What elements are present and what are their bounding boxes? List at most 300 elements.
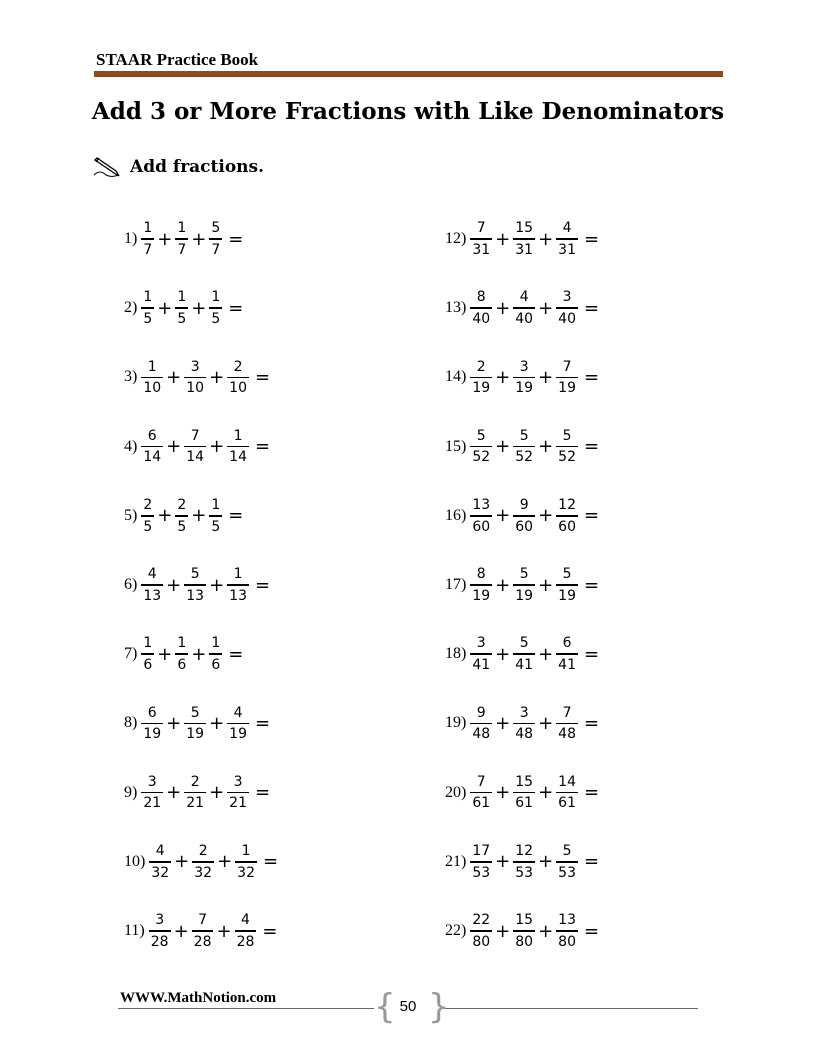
fraction-bar	[513, 584, 535, 586]
denominator: 28	[150, 933, 169, 950]
denominator: 6	[211, 656, 221, 673]
denominator: 80	[558, 933, 576, 950]
fraction	[470, 704, 492, 744]
fraction-bar	[513, 792, 535, 794]
numerator: 5	[562, 566, 572, 583]
fraction	[175, 288, 188, 328]
numerator: 2	[233, 358, 243, 375]
problem-20	[445, 768, 599, 818]
plus-sign: +	[495, 851, 511, 873]
denominator: 60	[472, 518, 491, 535]
denominator: 5	[143, 310, 153, 327]
numerator: 1	[177, 220, 187, 237]
equals-sign: =	[255, 574, 271, 596]
numerator: 5	[190, 704, 200, 721]
numerator: 2	[143, 497, 153, 514]
problem-number: 6)	[124, 576, 138, 593]
fraction-bar	[470, 238, 492, 240]
denominator: 80	[472, 933, 491, 950]
plus-sign: +	[495, 505, 511, 527]
numerator: 3	[476, 635, 486, 652]
numerator: 5	[519, 566, 529, 583]
numerator: 3	[190, 358, 200, 375]
numerator: 7	[476, 220, 486, 237]
fraction	[227, 773, 249, 813]
fraction	[470, 496, 492, 536]
fraction-bar	[149, 930, 171, 932]
fraction	[556, 427, 578, 467]
numerator: 3	[147, 773, 157, 790]
plus-sign: +	[166, 574, 182, 596]
plus-sign: +	[157, 297, 173, 319]
fraction	[235, 842, 257, 882]
plus-sign: +	[209, 712, 225, 734]
fraction	[513, 634, 535, 674]
problem-16	[445, 491, 599, 541]
footer-divider-right	[440, 1008, 698, 1009]
numerator: 1	[177, 635, 187, 652]
fraction	[227, 704, 249, 744]
equals-sign: =	[228, 643, 244, 665]
numerator: 7	[198, 912, 208, 929]
numerator: 15	[515, 912, 534, 929]
fraction	[141, 288, 154, 328]
numerator: 4	[241, 912, 250, 929]
problem-18	[445, 629, 599, 679]
plus-sign: +	[538, 920, 554, 942]
numerator: 12	[515, 843, 534, 860]
fraction-bar	[470, 861, 492, 863]
equals-sign: =	[262, 920, 278, 942]
plus-sign: +	[495, 436, 511, 458]
fraction-bar	[235, 930, 257, 932]
numerator: 2	[177, 497, 187, 514]
denominator: 60	[515, 518, 534, 535]
numerator: 22	[472, 912, 491, 929]
fraction	[175, 634, 188, 674]
fraction-bar	[209, 238, 222, 240]
problem-number: 1)	[124, 230, 138, 247]
numerator: 5	[476, 427, 486, 444]
denominator: 32	[151, 864, 170, 881]
fraction-bar	[141, 584, 163, 586]
equals-sign: =	[584, 505, 600, 527]
fraction-bar	[470, 723, 492, 725]
fraction-bar	[470, 377, 492, 379]
fraction-bar	[209, 653, 222, 655]
fraction-bar	[227, 446, 249, 448]
plus-sign: +	[495, 643, 511, 665]
problem-13	[445, 283, 599, 333]
fraction	[209, 288, 222, 328]
plus-sign: +	[495, 782, 511, 804]
numerator: 12	[558, 497, 576, 514]
plus-sign: +	[173, 920, 189, 942]
problem-number: 17)	[445, 576, 467, 593]
plus-sign: +	[538, 782, 554, 804]
fraction-bar	[556, 723, 578, 725]
plus-sign: +	[157, 228, 173, 250]
fraction	[513, 219, 535, 259]
equals-sign: =	[584, 574, 600, 596]
denominator: 13	[229, 587, 247, 604]
fraction-bar	[470, 307, 492, 309]
problem-number: 4)	[124, 437, 138, 455]
problem-number: 8)	[124, 714, 138, 732]
fraction-bar	[141, 307, 154, 309]
plus-sign: +	[166, 712, 182, 734]
problem-14	[445, 352, 599, 402]
plus-sign: +	[191, 228, 207, 250]
denominator: 52	[515, 449, 534, 466]
numerator: 8	[476, 566, 486, 583]
numerator: 3	[519, 704, 529, 721]
fraction	[184, 358, 206, 398]
equals-sign: =	[255, 436, 271, 458]
fraction	[209, 219, 222, 259]
plus-sign: +	[538, 436, 554, 458]
numerator: 9	[476, 704, 486, 721]
numerator: 4	[562, 220, 572, 237]
denominator: 5	[211, 518, 221, 535]
plus-sign: +	[166, 366, 182, 388]
equals-sign: =	[263, 851, 279, 873]
numerator: 4	[233, 704, 243, 721]
plus-sign: +	[209, 366, 225, 388]
plus-sign: +	[495, 366, 511, 388]
fraction-bar	[149, 861, 171, 863]
denominator: 21	[229, 795, 247, 812]
numerator: 6	[147, 704, 157, 721]
fraction-bar	[513, 377, 535, 379]
numerator: 1	[211, 289, 221, 306]
problem-number: 5)	[124, 506, 138, 524]
plus-sign: +	[209, 574, 225, 596]
numerator: 1	[241, 843, 251, 860]
denominator: 40	[558, 310, 576, 327]
fraction-bar	[141, 653, 154, 655]
plus-sign: +	[209, 436, 225, 458]
fraction-bar	[141, 238, 154, 240]
numerator: 1	[147, 358, 157, 375]
plus-sign: +	[538, 643, 554, 665]
fraction	[141, 219, 154, 259]
fraction-bar	[184, 377, 206, 379]
numerator: 2	[476, 358, 486, 375]
plus-sign: +	[166, 782, 182, 804]
fraction-bar	[141, 515, 154, 517]
plus-sign: +	[157, 505, 173, 527]
denominator: 41	[515, 656, 534, 673]
fraction	[141, 634, 154, 674]
numerator: 9	[519, 497, 529, 514]
fraction	[235, 911, 257, 951]
footer-website[interactable]: WWW.MathNotion.com	[120, 990, 277, 1006]
fraction	[513, 358, 535, 398]
denominator: 13	[186, 587, 205, 604]
denominator: 13	[143, 587, 162, 604]
fraction	[184, 565, 206, 605]
denominator: 48	[515, 726, 534, 743]
fraction-bar	[175, 307, 188, 309]
fraction	[470, 911, 492, 951]
fraction-bar	[175, 653, 188, 655]
fraction-bar	[192, 861, 214, 863]
fraction-bar	[556, 307, 578, 309]
equals-sign: =	[228, 297, 244, 319]
denominator: 52	[472, 449, 491, 466]
denominator: 40	[472, 310, 491, 327]
denominator: 19	[143, 726, 162, 743]
fraction	[470, 565, 492, 605]
plus-sign: +	[217, 851, 233, 873]
denominator: 52	[558, 449, 576, 466]
problem-1	[124, 214, 243, 264]
problem-12	[445, 214, 599, 264]
denominator: 19	[558, 587, 576, 604]
problem-number: 15)	[445, 437, 467, 455]
fraction	[513, 496, 535, 536]
equals-sign: =	[584, 643, 600, 665]
equals-sign: =	[255, 782, 271, 804]
problem-number: 10)	[124, 852, 146, 870]
fraction	[149, 911, 171, 951]
fraction-bar	[556, 515, 578, 517]
fraction	[556, 288, 578, 328]
numerator: 1	[233, 427, 243, 444]
fraction-bar	[184, 584, 206, 586]
problem-number: 7)	[124, 645, 138, 663]
fraction	[227, 427, 249, 467]
plus-sign: +	[538, 851, 554, 873]
plus-sign: +	[538, 712, 554, 734]
fraction	[556, 704, 578, 744]
problem-number: 16)	[445, 506, 467, 524]
denominator: 60	[558, 518, 576, 535]
numerator: 1	[211, 497, 221, 514]
fraction-bar	[141, 377, 163, 379]
denominator: 5	[211, 310, 221, 327]
plus-sign: +	[157, 643, 173, 665]
fraction	[209, 634, 222, 674]
fraction-bar	[513, 653, 535, 655]
fraction	[470, 842, 492, 882]
fraction	[470, 219, 492, 259]
fraction-bar	[235, 861, 257, 863]
problem-5	[124, 491, 243, 541]
denominator: 6	[143, 656, 153, 673]
fraction	[141, 565, 163, 605]
pencil-icon	[92, 156, 122, 178]
denominator: 10	[143, 380, 162, 397]
fraction	[227, 358, 249, 398]
equals-sign: =	[584, 851, 600, 873]
plus-sign: +	[495, 228, 511, 250]
problem-number: 18)	[445, 645, 467, 663]
problem-number: 19)	[445, 714, 467, 732]
fraction	[184, 773, 206, 813]
numerator: 3	[233, 773, 243, 790]
denominator: 48	[472, 726, 491, 743]
fraction	[470, 288, 492, 328]
fraction	[556, 219, 578, 259]
equals-sign: =	[228, 228, 244, 250]
fraction	[149, 842, 171, 882]
fraction	[192, 842, 214, 882]
fraction-bar	[556, 930, 578, 932]
denominator: 19	[515, 380, 534, 397]
fraction-bar	[556, 584, 578, 586]
numerator: 13	[558, 912, 576, 929]
problem-15	[445, 422, 599, 472]
numerator: 13	[472, 497, 491, 514]
fraction	[175, 496, 188, 536]
denominator: 5	[177, 310, 187, 327]
numerator: 8	[476, 289, 486, 306]
numerator: 5	[190, 566, 200, 583]
problem-6	[124, 560, 270, 610]
fraction-bar	[175, 515, 188, 517]
fraction	[513, 911, 535, 951]
denominator: 31	[472, 241, 491, 258]
numerator: 14	[558, 773, 576, 790]
numerator: 4	[519, 289, 529, 306]
denominator: 21	[143, 795, 162, 812]
instruction-text: Add fractions.	[130, 157, 265, 177]
numerator: 3	[562, 289, 572, 306]
denominator: 7	[177, 241, 187, 258]
fraction-bar	[513, 307, 535, 309]
problem-19	[445, 698, 599, 748]
fraction-bar	[556, 446, 578, 448]
denominator: 5	[177, 518, 187, 535]
plus-sign: +	[191, 643, 207, 665]
fraction-bar	[556, 792, 578, 794]
plus-sign: +	[538, 366, 554, 388]
equals-sign: =	[228, 505, 244, 527]
plus-sign: +	[166, 436, 182, 458]
numerator: 1	[143, 289, 153, 306]
fraction	[141, 773, 163, 813]
fraction	[470, 773, 492, 813]
denominator: 40	[515, 310, 534, 327]
equals-sign: =	[584, 782, 600, 804]
fraction-bar	[556, 238, 578, 240]
denominator: 32	[237, 864, 255, 881]
plus-sign: +	[191, 297, 207, 319]
denominator: 21	[186, 795, 205, 812]
fraction	[513, 565, 535, 605]
numerator: 6	[562, 635, 572, 652]
denominator: 28	[193, 933, 212, 950]
equals-sign: =	[584, 436, 600, 458]
problem-number: 9)	[124, 783, 138, 801]
fraction	[513, 288, 535, 328]
numerator: 1	[143, 635, 153, 652]
denominator: 14	[229, 449, 247, 466]
numerator: 2	[198, 843, 208, 860]
fraction-bar	[556, 861, 578, 863]
equals-sign: =	[584, 712, 600, 734]
problem-number: 11)	[124, 922, 145, 939]
plus-sign: +	[538, 505, 554, 527]
denominator: 61	[558, 795, 576, 812]
fraction	[470, 358, 492, 398]
problem-number: 21)	[445, 852, 467, 870]
denominator: 19	[186, 726, 205, 743]
fraction	[513, 427, 535, 467]
plus-sign: +	[495, 712, 511, 734]
numerator: 5	[211, 220, 221, 237]
numerator: 3	[155, 912, 165, 929]
plus-sign: +	[538, 297, 554, 319]
header-title: STAAR Practice Book	[96, 50, 259, 69]
numerator: 1	[233, 566, 243, 583]
numerator: 5	[562, 427, 572, 444]
fraction-bar	[470, 930, 492, 932]
fraction	[184, 704, 206, 744]
denominator: 31	[515, 241, 534, 258]
problem-8	[124, 698, 270, 748]
fraction-bar	[470, 584, 492, 586]
numerator: 1	[143, 220, 153, 237]
denominator: 28	[236, 933, 255, 950]
numerator: 7	[562, 704, 572, 721]
problem-3	[124, 352, 270, 402]
fraction	[227, 565, 249, 605]
denominator: 53	[515, 864, 534, 881]
fraction	[209, 496, 222, 536]
fraction-bar	[184, 723, 206, 725]
numerator: 1	[177, 289, 187, 306]
denominator: 14	[186, 449, 205, 466]
fraction-bar	[141, 792, 163, 794]
denominator: 61	[515, 795, 534, 812]
numerator: 7	[476, 773, 486, 790]
denominator: 10	[186, 380, 205, 397]
plus-sign: +	[495, 297, 511, 319]
equals-sign: =	[584, 297, 600, 319]
fraction-bar	[227, 723, 249, 725]
equals-sign: =	[255, 366, 271, 388]
denominator: 7	[211, 241, 221, 258]
denominator: 32	[194, 864, 213, 881]
denominator: 6	[177, 656, 187, 673]
denominator: 41	[472, 656, 491, 673]
plus-sign: +	[538, 574, 554, 596]
denominator: 19	[472, 380, 491, 397]
fraction-bar	[209, 515, 222, 517]
denominator: 7	[143, 241, 153, 258]
denominator: 14	[143, 449, 162, 466]
fraction-bar	[513, 446, 535, 448]
fraction-bar	[513, 238, 535, 240]
fraction	[556, 773, 578, 813]
fraction	[556, 565, 578, 605]
numerator: 15	[515, 773, 534, 790]
denominator: 80	[515, 933, 534, 950]
fraction-bar	[556, 653, 578, 655]
fraction-bar	[192, 930, 214, 932]
fraction-bar	[470, 446, 492, 448]
fraction	[141, 427, 163, 467]
problem-22	[445, 906, 599, 956]
fraction-bar	[513, 515, 535, 517]
problem-11	[124, 906, 278, 956]
fraction-bar	[470, 653, 492, 655]
fraction	[513, 773, 535, 813]
fraction	[556, 842, 578, 882]
